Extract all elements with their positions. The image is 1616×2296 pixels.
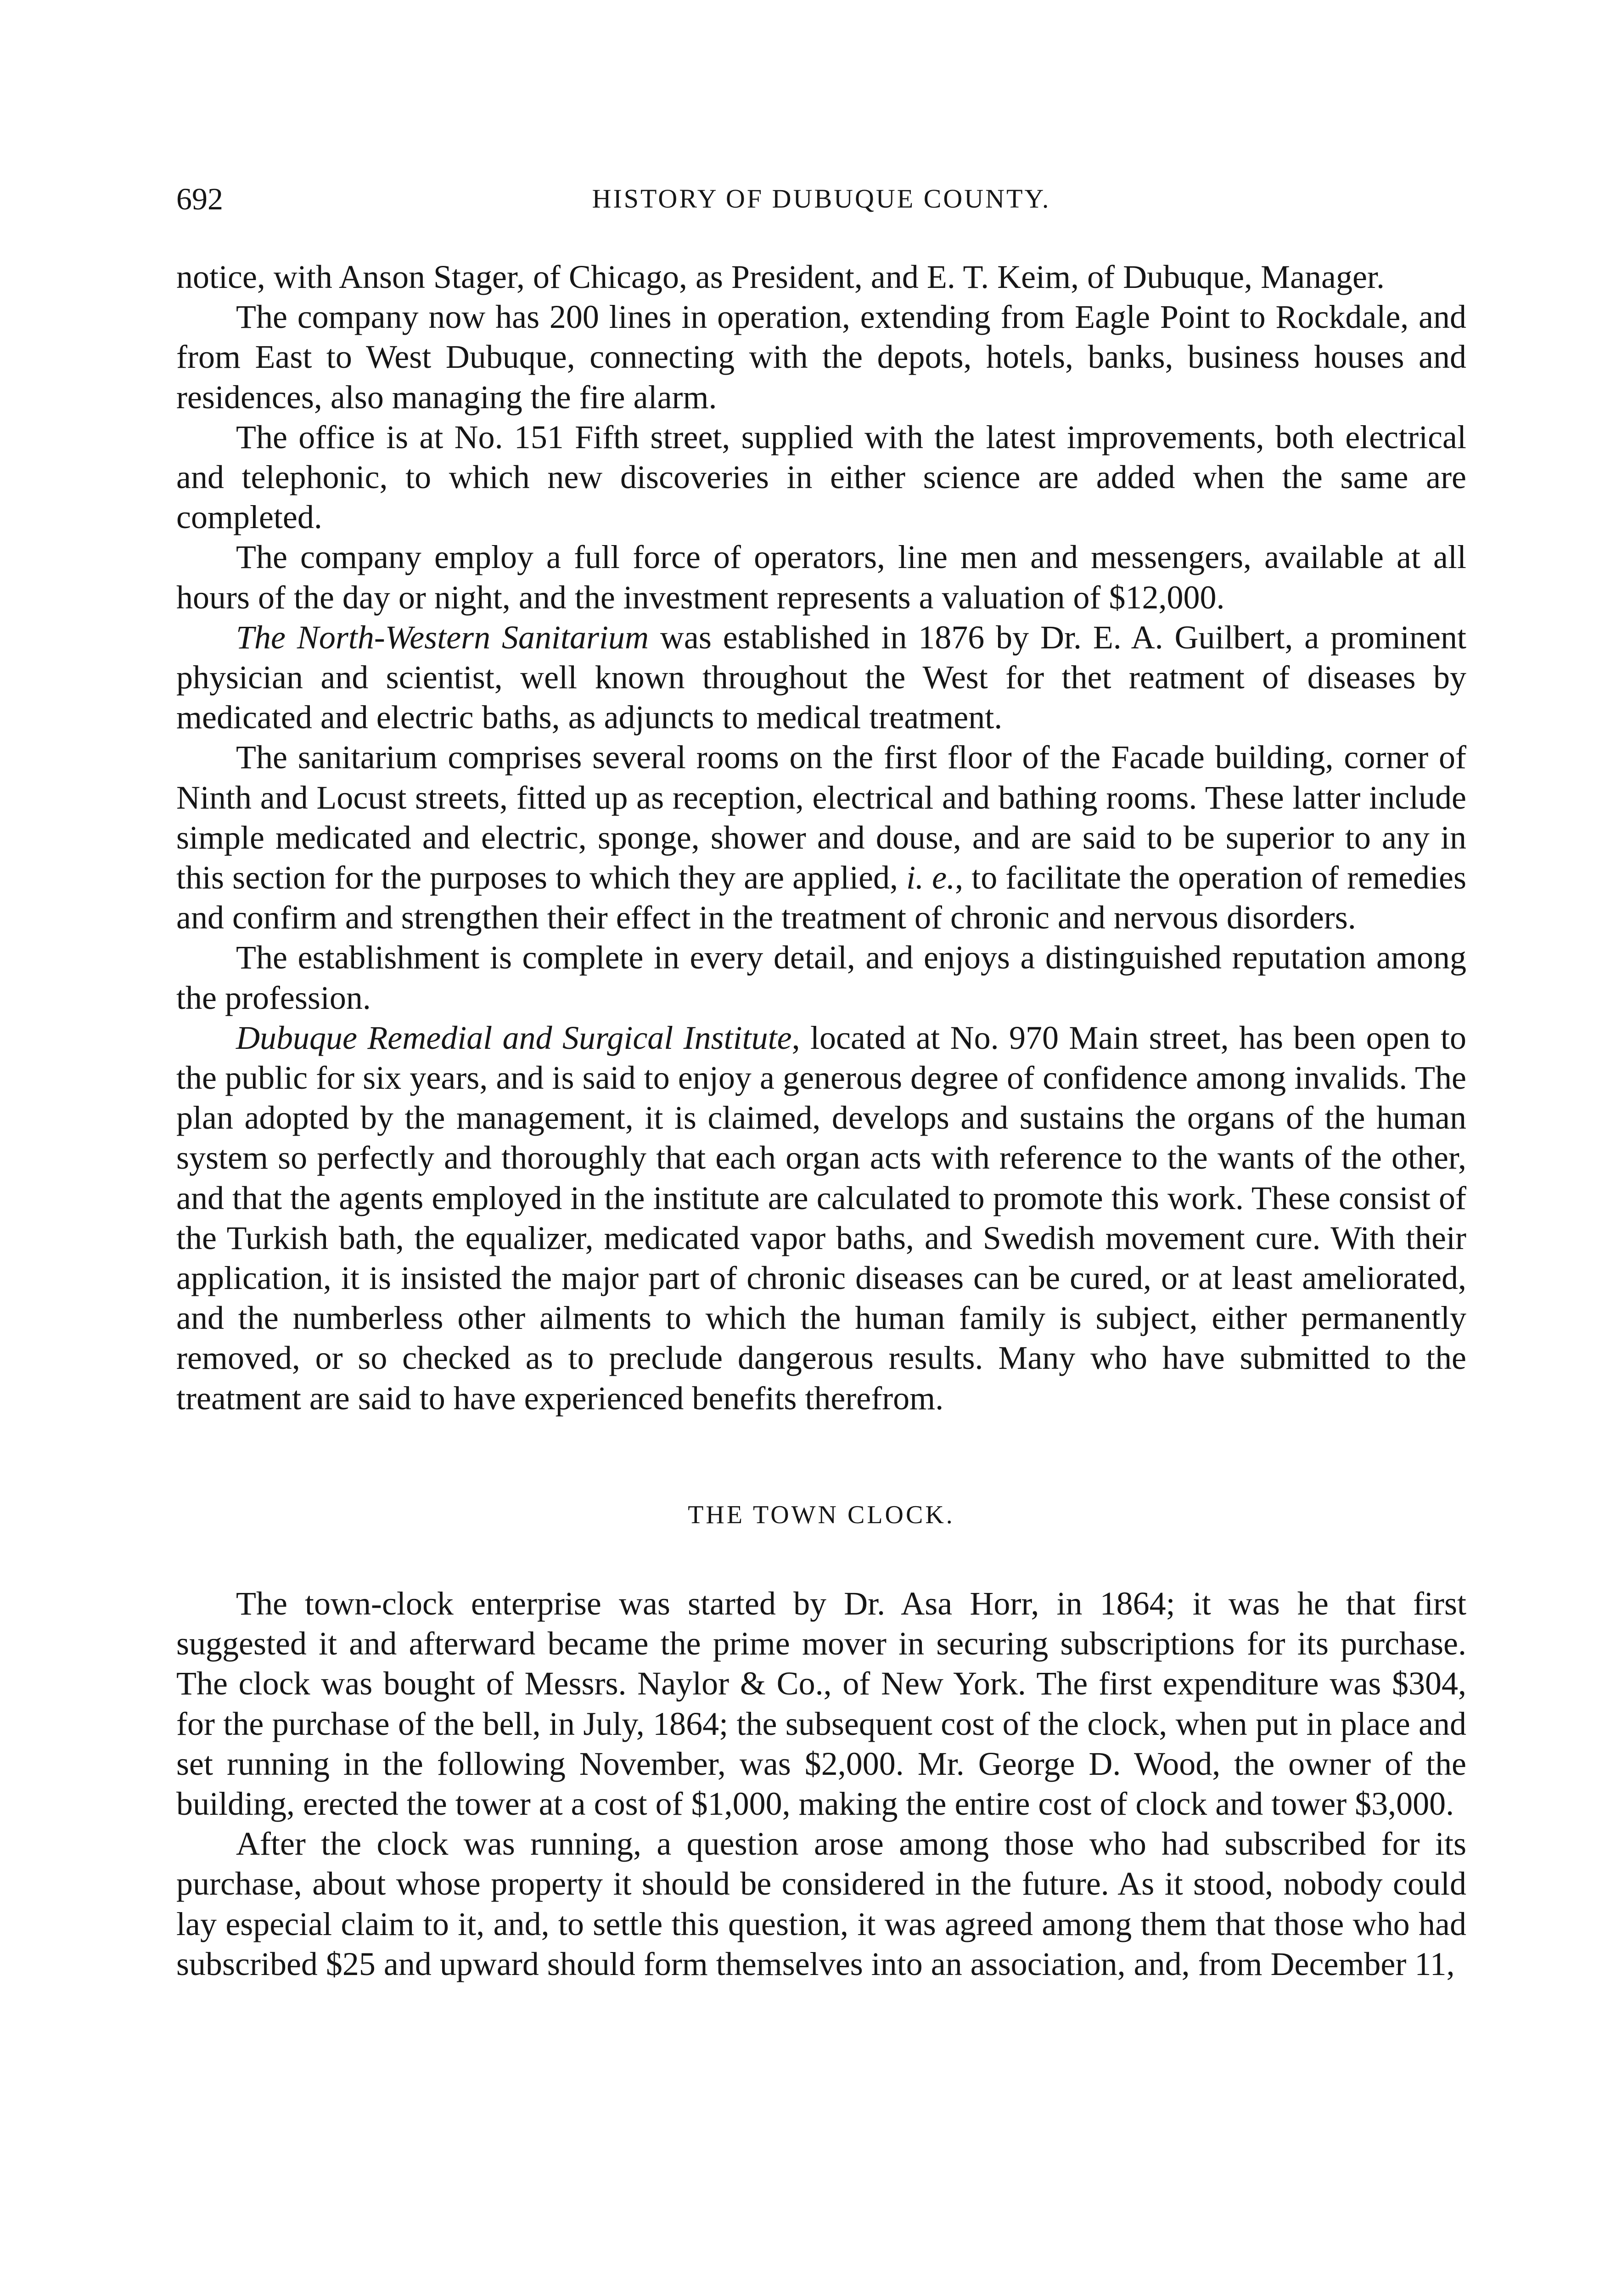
italic-title: Dubuque Remedial and Surgical Institute <box>236 1019 792 1056</box>
paragraph-text: , located at No. 970 Main street, has been open to the public for six years, and is said to enjoy a generous degree of confidence among invalids. The plan adopted by the management, it is claimed, develops and sustains the organs of the human system so perfectly and thoroughly that each organ acts with reference to the wants of the other, and that the agents employed in the institute are calculated to promote this work. These consist of the Turkish bath, the equalizer, medicated vapor baths, and Swedish movement cure. With their application, it is insisted the major part of chronic diseases can be cured, or at least ameliorated, and the numberless other ailments to which the human family is subject, either permanently removed, or so checked as to preclude dangerous results. Many who have submitted to the treatment are said to have experienced benefits therefrom. <box>176 1019 1466 1417</box>
paragraph <box>176 618 1466 738</box>
italic-title: The North-Western Sanitarium <box>236 619 649 656</box>
paragraph: The establishment is complete in every detail, and enjoys a distinguished reputation among the profession. <box>176 939 1466 1016</box>
paragraph-text: was established in 1876 by Dr. E. A. Guilbert, a prominent physician and scientist, well known throughout the West for thet reatment of diseases by medicated and electric baths, as adjuncts to medical treatment. <box>176 619 1467 736</box>
page-number: 692 <box>176 181 223 216</box>
paragraph: The town-clock enterprise was started by Dr. Asa Horr, in 1864; it was he that first suggested it and afterward became the prime mover in securing subscriptions for its purchase. The clock was bought of Messrs. Naylor & Co., of New York. The first expenditure was $304, for the purchase of the bell, in July, 1864; the subsequent cost of the clock, when put in place and set running in the following November, was $2,000. Mr. George D. Wood, the owner of the building, erected the tower at a cost of $1,000, making the entire cost of clock and tower $3,000. <box>176 1585 1466 1822</box>
page-header <box>176 178 1466 219</box>
paragraph: The office is at No. 151 Fifth street, supplied with the latest improvements, both electrical and telephonic, to which new discoveries in either science are added when the same are completed. <box>176 418 1466 536</box>
paragraph: notice, with Anson Stager, of Chicago, as President, and E. T. Keim, of Dubuque, Manager. <box>176 259 1385 295</box>
running-title: HISTORY OF DUBUQUE COUNTY. <box>592 184 1051 214</box>
paragraph <box>176 1018 1466 1418</box>
italic-abbreviation: i. e. <box>906 859 955 896</box>
paragraph-text: The sanitarium comprises several rooms on the first floor of the Facade building, corner of Ninth and Locust streets, fitted up as reception, electrical and bathing rooms. These latter include simple medicated and electric, sponge, shower and douse, and are said to be superior to any in this section for the purposes to which they are applied, <box>176 739 1466 896</box>
section-title: THE TOWN CLOCK. <box>688 1500 955 1529</box>
paragraph-text: , to facilitate the operation of remedies and confirm and strengthen their effect in the treatment of chronic and nervous disorders. <box>176 859 1466 936</box>
body-text <box>176 257 1466 1984</box>
paragraph: After the clock was running, a question arose among those who had subscribed for its purchase, about whose property it should be considered in the future. As it stood, nobody could lay especial claim to it, and, to settle this question, it was agreed among them that those who had subscribed $25 and upward should form themselves into an association, and, from December 11, <box>176 1825 1466 1982</box>
paragraph: The company employ a full force of operators, line men and messengers, available at all hours of the day or night, and the investment represents a valuation of $12,000. <box>176 539 1466 616</box>
paragraph <box>176 737 1466 938</box>
paragraph: The company now has 200 lines in operation, extending from Eagle Point to Rockdale, and from East to West Dubuque, connecting with the depots, hotels, banks, business houses and residences, also managing the fire alarm. <box>176 298 1466 416</box>
